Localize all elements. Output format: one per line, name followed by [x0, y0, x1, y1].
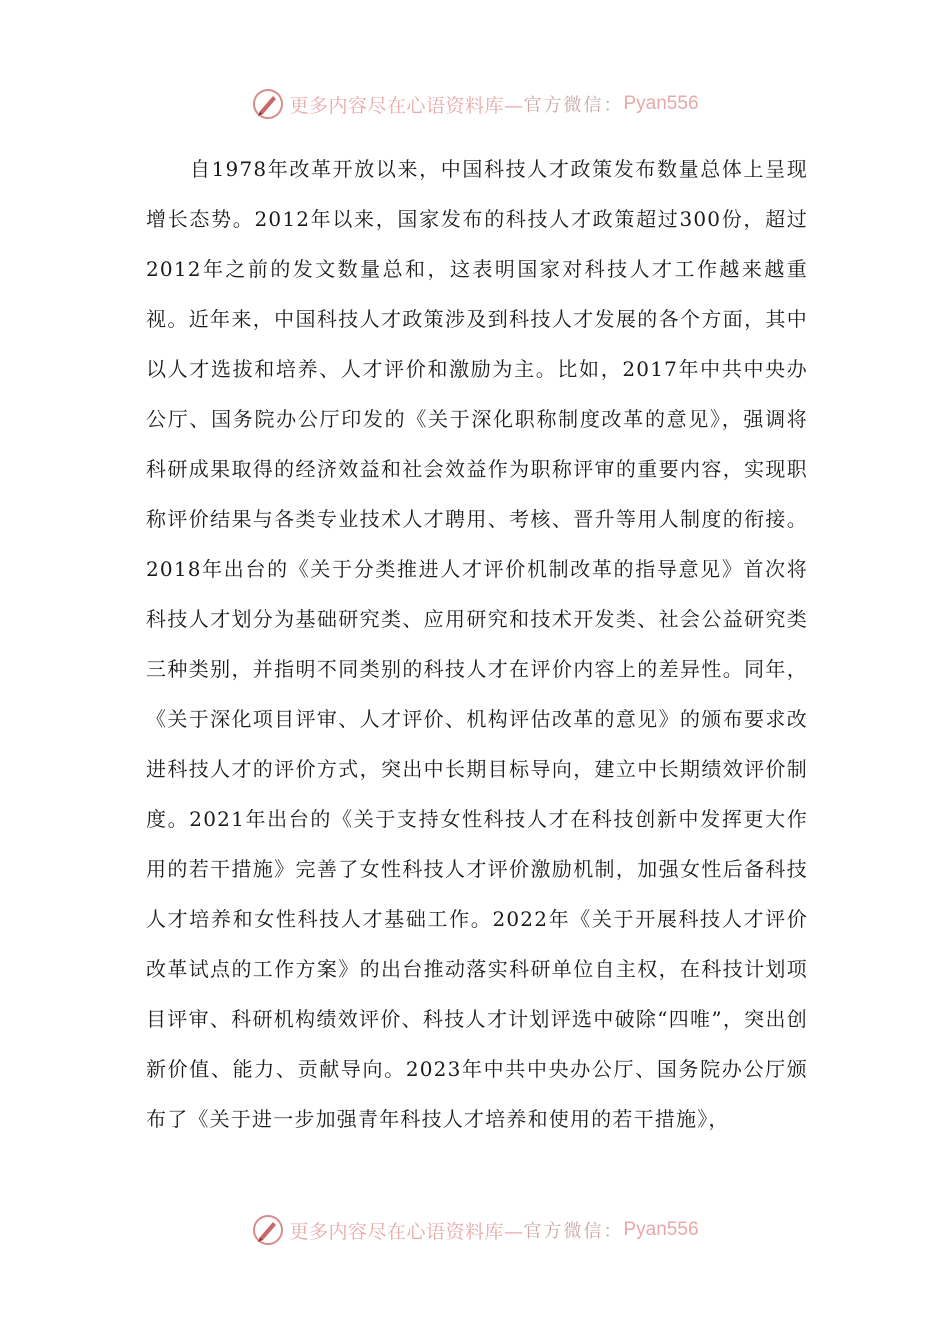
banner-contact-label: 官方微信：	[523, 95, 624, 116]
banner-wechat-id: Pyan556	[623, 1219, 699, 1240]
header-watermark-banner	[0, 82, 950, 126]
banner-contact-label: 官方微信：	[523, 1221, 624, 1242]
pen-circle-logo-icon	[251, 1213, 285, 1247]
banner-site-text: 更多内容尽在心语资料库—	[289, 94, 524, 117]
body-paragraph: 自1978年改革开放以来，中国科技人才政策发布数量总体上呈现增长态势。2012年以来，国家发布的科技人才政策超过300份，超过2012年之前的发文数量总和，这表明国家对科技人才工作越来越重视。近年来，中国科技人才政策涉及到科技人才发展的各个方面，其中以人才选拔和培养、人才评价和激励为主。比如，2017年中共中央办公厅、国务院办公厅印发的《关于深化职称制度改革的意见》，强调将科研成果取得的经济效益和社会效益作为职称评审的重要内容，实现职称评价结果与各类专业技术人才聘用、考核、晋升等用人制度的衔接。2018年出台的《关于分类推进人才评价机制改革的指导意见》首次将科技人才划分为基础研究类、应用研究和技术开发类、社会公益研究类三种类别，并指明不同类别的科技人才在评价内容上的差异性。同年，《关于深化项目评审、人才评价、机构评估改革的意见》的颁布要求改进科技人才的评价方式，突出中长期目标导向，建立中长期绩效评价制度。2021年出台的《关于支持女性科技人才在科技创新中发挥更大作用的若干措施》完善了女性科技人才评价激励机制，加强女性后备科技人才培养和女性科技人才基础工作。2022年《关于开展科技人才评价改革试点的工作方案》的出台推动落实科研单位自主权，在科技计划项目评审、科研机构绩效评价、科技人才计划评选中破除“四唯”，突出创新价值、能力、贡献导向。2023年中共中央办公厅、国务院办公厅颁布了《关于进一步加强青年科技人才培养和使用的若干措施》，	[146, 157, 808, 1131]
pen-circle-logo-icon	[251, 87, 285, 121]
footer-watermark-banner	[0, 1208, 950, 1252]
banner-site-text: 更多内容尽在心语资料库—	[289, 1220, 524, 1243]
banner-wechat-id: Pyan556	[623, 93, 699, 114]
